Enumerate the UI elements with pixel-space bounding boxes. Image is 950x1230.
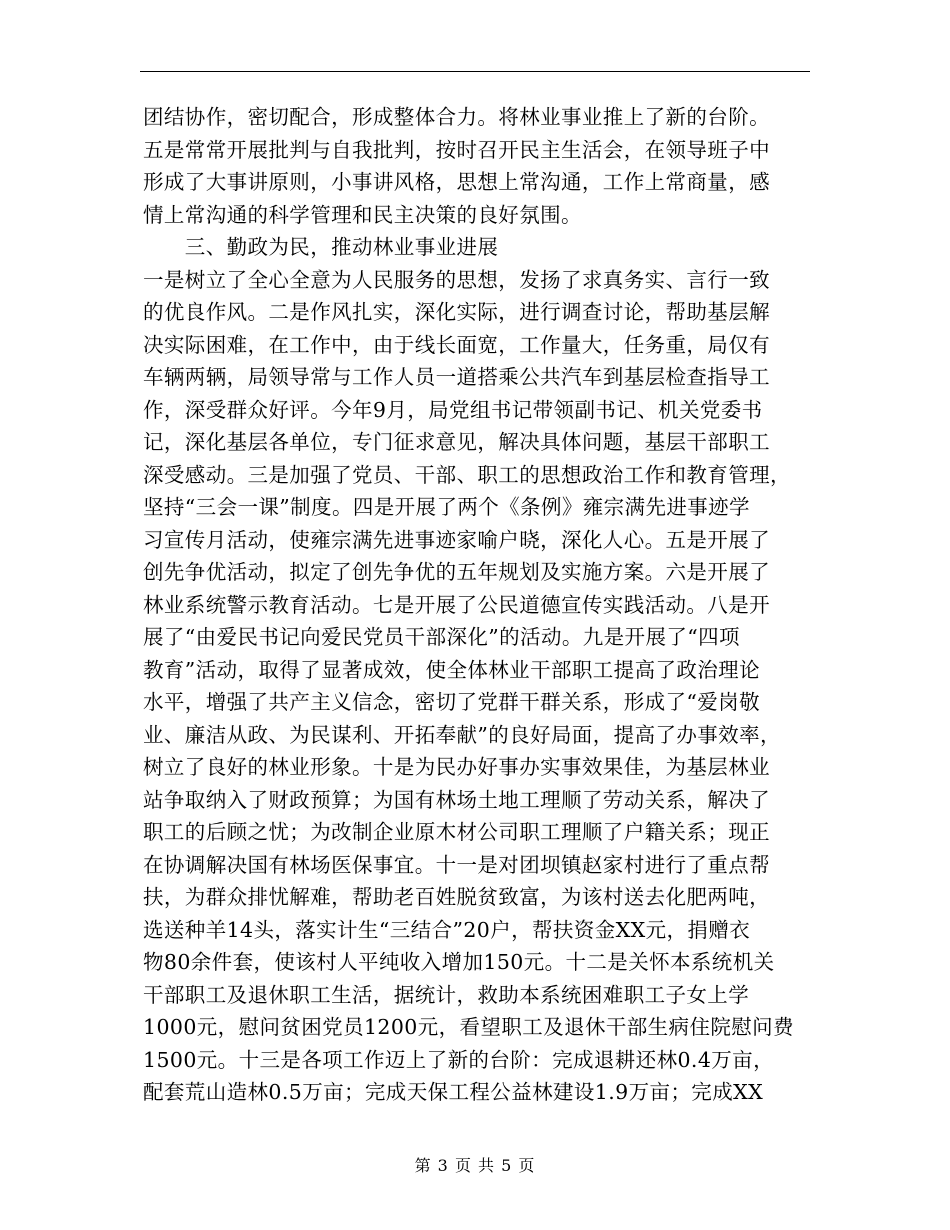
text-line: 决实际困难，在工作中，由于线长面宽，工作量大，任务重，局仅有 xyxy=(143,332,770,357)
text-line: 作，深受群众好评。今年9月，局党组书记带领副书记、机关党委书 xyxy=(143,397,763,422)
text-line: 树立了良好的林业形象。十是为民办好事办实事效果佳，为基层林业 xyxy=(143,755,770,779)
text-line: 扶，为群众排忧解难，帮助老百姓脱贫致富，为该村送去化肥两吨， xyxy=(143,885,770,909)
text-line: 干部职工及退休职工生活，据统计，救助本系统困难职工子女上学 xyxy=(143,982,750,1007)
text-line: 业、廉洁从政、为民谋利、开拓奉献”的良好局面，提高了办事效率， xyxy=(143,722,781,747)
text-line: 林业系统警示教育活动。七是开展了公民道德宣传实践活动。八是开 xyxy=(143,592,770,617)
text-line: 车辆两辆，局领导常与工作人员一道搭乘公共汽车到基层检查指导工 xyxy=(143,365,770,389)
text-line: 职工的后顾之忧；为改制企业原木材公司职工理顺了户籍关系；现正 xyxy=(143,820,770,844)
page-number-footer: 第 3 页 共 5 页 xyxy=(414,1156,536,1175)
header-rule xyxy=(140,71,810,72)
text-line: 形成了大事讲原则，小事讲风格，思想上常沟通，工作上常商量，感 xyxy=(143,170,770,194)
text-line: 物80余件套，使该村人平纯收入增加150元。十二是关怀本系统机关 xyxy=(143,950,775,974)
text-line: 五是常常开展批判与自我批判，按时召开民主生活会，在领导班子中 xyxy=(143,137,770,162)
text-line: 创先争优活动，拟定了创先争优的五年规划及实施方案。六是开展了 xyxy=(143,560,770,584)
text-line: 坚持“三会一课”制度。四是开展了两个《条例》雍宗满先进事迹学 xyxy=(143,495,750,519)
text-line: 展了“由爱民书记向爱民党员干部深化”的活动。九是开展了“四项 xyxy=(143,625,740,649)
text-line: 教育”活动，取得了显著成效，使全体林业干部职工提高了政治理论 xyxy=(143,657,760,682)
text-line: 水平，增强了共产主义信念，密切了党群干群关系，形成了“爱岗敬 xyxy=(143,690,760,714)
text-line: 一是树立了全心全意为人民服务的思想，发扬了求真务实、言行一致 xyxy=(143,267,770,292)
text-line: 配套荒山造林0.5万亩；完成天保工程公益林建设1.9万亩；完成XX xyxy=(143,1080,764,1104)
text-line: 团结协作，密切配合，形成整体合力。将林业事业推上了新的台阶。 xyxy=(143,105,770,129)
text-line: 1500元。十三是各项工作迈上了新的台阶：完成退耕还林0.4万亩， xyxy=(143,1047,774,1072)
text-line: 习宣传月活动，使雍宗满先进事迹家喻户晓，深化人心。五是开展了 xyxy=(143,527,770,552)
text-line: 的优良作风。二是作风扎实，深化实际，进行调查讨论，帮助基层解 xyxy=(143,300,770,324)
text-line: 深受感动。三是加强了党员、干部、职工的思想政治工作和教育管理， xyxy=(143,462,791,487)
text-line: 站争取纳入了财政预算；为国有林场土地工理顺了劳动关系，解决了 xyxy=(143,787,770,812)
body-text xyxy=(143,101,811,1109)
text-line: 选送种羊14头，落实计生“三结合”20户，帮扶资金XX元，捐赠衣 xyxy=(143,917,751,942)
text-line: 记，深化基层各单位，专门征求意见，解决具体问题，基层干部职工 xyxy=(143,430,770,454)
text-line: 在协调解决国有林场医保事宜。十一是对团坝镇赵家村进行了重点帮 xyxy=(143,852,770,877)
text-line: 1000元，慰问贫困党员1200元，看望职工及退休干部生病住院慰问费 xyxy=(143,1015,794,1039)
text-line: 情上常沟通的科学管理和民主决策的良好氛围。 xyxy=(143,202,582,227)
section-heading: 三、勤政为民，推动林业事业进展 xyxy=(143,235,499,259)
